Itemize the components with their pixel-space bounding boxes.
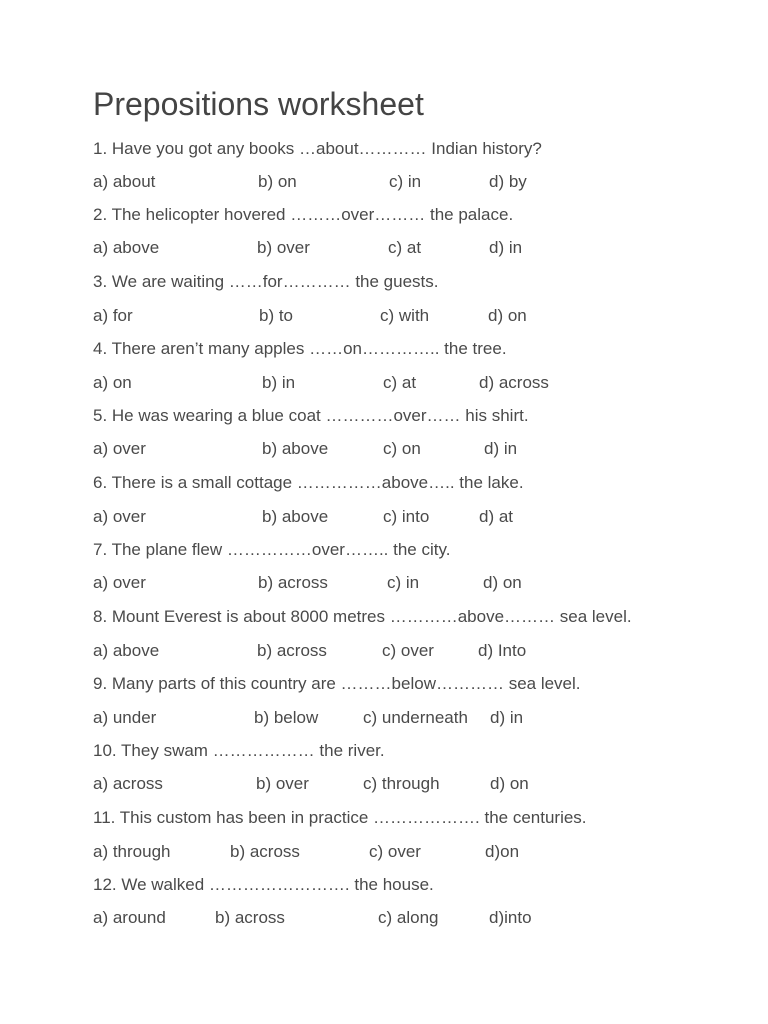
option-b: b) on [258,172,297,191]
option-d: d) by [489,172,527,191]
question-text: 6. There is a small cottage ……………above….. the lake. [93,473,524,492]
option-c: c) into [383,507,430,526]
option-b: b) above [262,439,329,458]
option-a: a) for [93,306,133,325]
option-b: b) below [254,708,319,727]
option-c: c) over [382,641,434,660]
question-text: 12. We walked ……………………. the house. [93,875,434,894]
option-c: c) at [388,238,422,257]
option-a: a) around [93,908,166,927]
option-d: d) in [489,238,523,257]
option-d: d) in [490,708,524,727]
option-b: b) to [259,306,294,325]
option-a: a) above [93,641,160,660]
option-c: c) along [378,908,439,927]
question-text: 11. This custom has been in practice ………………. the centuries. [93,808,587,827]
question-text: 4. There aren’t many apples ……on………….. the tree. [93,339,507,358]
option-c: c) in [387,573,420,592]
option-c: c) in [389,172,422,191]
option-b: b) over [256,774,309,793]
question-text: 2. The helicopter hovered ………over……… the palace. [93,205,514,224]
page-title: Prepositions worksheet [93,86,424,122]
option-a: a) over [93,439,146,458]
option-a: a) under [93,708,157,727]
question-text: 5. He was wearing a blue coat …………over…… his shirt. [93,406,529,425]
option-a: a) above [93,238,160,257]
option-c: c) at [383,373,417,392]
option-a: a) across [93,774,163,793]
option-a: a) on [93,373,132,392]
option-d: d) at [479,507,514,526]
option-a: a) over [93,573,146,592]
question-text: 1. Have you got any books …about………… Indian history? [93,139,542,158]
option-d: d) Into [478,641,527,660]
option-c: c) through [363,774,440,793]
option-c: c) with [380,306,430,325]
option-a: a) through [93,842,171,861]
option-d: d) on [490,774,529,793]
question-text: 10. They swam ……………… the river. [93,741,385,760]
question-text: 9. Many parts of this country are ………below………… sea level. [93,674,581,693]
option-d: d) on [488,306,527,325]
option-d: d)into [489,908,532,927]
question-text: 8. Mount Everest is about 8000 metres …………above……… sea level. [93,607,632,626]
question-text: 7. The plane flew ……………over…….. the city. [93,540,451,559]
option-b: b) across [258,573,328,592]
option-a: a) over [93,507,146,526]
option-d: d) across [479,373,549,392]
option-d: d) on [483,573,522,592]
option-b: b) over [257,238,310,257]
option-c: c) underneath [363,708,468,727]
option-b: b) across [215,908,285,927]
option-d: d) in [484,439,518,458]
option-c: c) on [383,439,421,458]
question-text: 3. We are waiting ……for………… the guests. [93,272,439,291]
option-b: b) in [262,373,296,392]
option-b: b) above [262,507,329,526]
option-d: d)on [485,842,520,861]
option-c: c) over [369,842,421,861]
option-b: b) across [230,842,300,861]
option-b: b) across [257,641,327,660]
option-a: a) about [93,172,156,191]
